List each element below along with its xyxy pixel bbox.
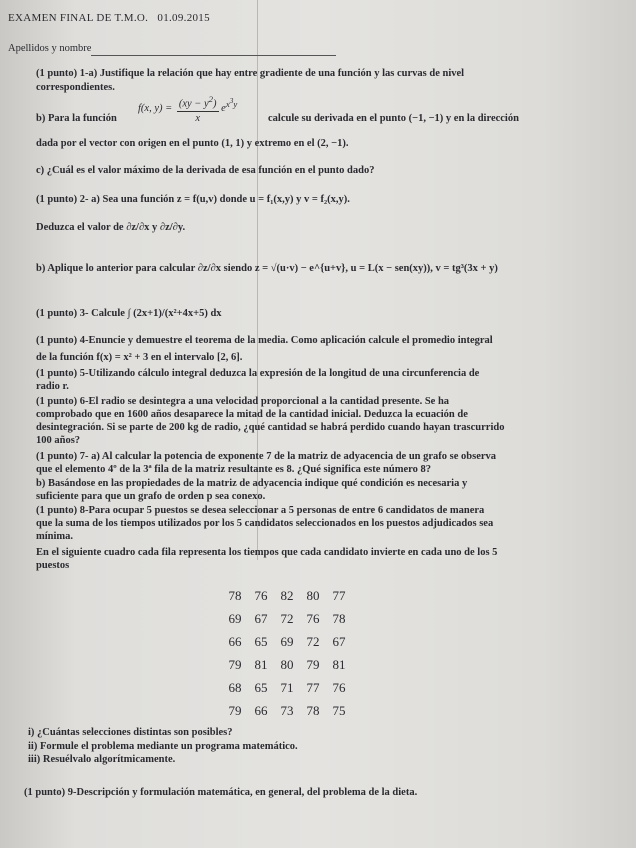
table-cell: 73 — [280, 702, 294, 718]
times-table — [222, 584, 352, 722]
table-cell: 77 — [332, 587, 346, 603]
table-cell: 66 — [254, 702, 268, 718]
q8-line3: mínima. — [36, 531, 74, 542]
q5-line2: radio r. — [36, 381, 69, 392]
q4-line1: (1 punto) 4-Enuncie y demuestre el teorema de la media. Como aplicación calcule el promedio integral — [36, 335, 493, 346]
table-cell: 82 — [280, 587, 294, 603]
table-cell: 79 — [228, 702, 242, 718]
table-row — [222, 676, 352, 699]
q7-line3: b) Basándose en las propiedades de la matriz de adyacencia indique qué condición es necesaria y — [36, 478, 468, 489]
q8-line5: puestos — [36, 560, 70, 571]
table-cell: 79 — [228, 656, 242, 672]
table-cell: 77 — [306, 679, 320, 695]
table-cell: 80 — [280, 656, 294, 672]
q4-line2: de la función f(x) = x² + 3 en el intervalo [2, 6]. — [36, 352, 243, 363]
q1a-line1: (1 punto) 1-a) Justifique la relación que hay entre gradiente de una función y las curvas de nivel — [36, 68, 465, 79]
table-cell: 66 — [228, 633, 242, 649]
q6-line2: comprobado que en 1600 años desaparece la mitad de la cantidad inicial. Deduzca la ecuación de — [36, 409, 468, 420]
table-cell: 65 — [254, 679, 268, 695]
q7-line1: (1 punto) 7- a) Al calcular la potencia de exponente 7 de la matriz de adyacencia de un grafo se observa — [36, 451, 497, 462]
table-cell: 79 — [306, 656, 320, 672]
q5-line1: (1 punto) 5-Utilizando cálculo integral deduzca la expresión de la longitud de una circunferencia de — [36, 368, 480, 379]
table-cell: 67 — [254, 610, 268, 626]
q8-iii: iii) Resuélvalo algorítmicamente. — [28, 754, 176, 765]
q8-line1: (1 punto) 8-Para ocupar 5 puestos se desea seleccionar a 5 personas de entre 6 candidatos de manera — [36, 505, 485, 516]
table-cell: 80 — [306, 587, 320, 603]
q1b-middle: calcule su derivada en el punto (−1, −1) y en la dirección — [268, 113, 519, 124]
q1b-prefix: b) Para la función — [36, 113, 117, 124]
table-cell: 69 — [280, 633, 294, 649]
table-cell: 69 — [228, 610, 242, 626]
table-row — [222, 653, 352, 676]
table-cell: 75 — [332, 702, 346, 718]
table-cell: 65 — [254, 633, 268, 649]
table-row — [222, 607, 352, 630]
table-cell: 81 — [254, 656, 268, 672]
q1b-line2: dada por el vector con origen en el punto (1, 1) y extremo en el (2, −1). — [36, 138, 349, 149]
table-row — [222, 630, 352, 653]
table-cell: 72 — [280, 610, 294, 626]
q6-line3: desintegración. Si se parte de 200 kg de radio, ¿qué cantidad se habrá perdido cuando hayan trascurrido — [36, 422, 505, 433]
table-cell: 72 — [306, 633, 320, 649]
exam-date: 01.09.2015 — [157, 12, 210, 24]
table-cell: 67 — [332, 633, 346, 649]
q7-line4: suficiente para que un grafo de orden p sea conexo. — [36, 491, 266, 502]
table-row — [222, 699, 352, 722]
q1c: c) ¿Cuál es el valor máximo de la derivada de esa función en el punto dado? — [36, 165, 375, 176]
name-label: Apellidos y nombre — [8, 43, 92, 54]
table-cell: 78 — [332, 610, 346, 626]
q6-line4: 100 años? — [36, 435, 81, 446]
q8-i: i) ¿Cuántas selecciones distintas son posibles? — [28, 727, 233, 738]
table-cell: 78 — [228, 587, 242, 603]
q2b: b) Aplique lo anterior para calcular ∂z/∂x siendo z = √(u·v) − e^{u+v}, u = L(x − sen(xy)), v = tg³(3x + y) — [36, 263, 498, 274]
table-cell: 78 — [306, 702, 320, 718]
table-row — [222, 584, 352, 607]
q2a-deduce: Deduzca el valor de ∂z/∂x y ∂z/∂y. — [36, 222, 186, 233]
q2a: (1 punto) 2- a) Sea una función z = f(u,v) donde u = f₁(x,y) y v = f₂(x,y). — [36, 194, 350, 205]
q7-line2: que el elemento 4º de la 3ª fila de la matriz resultante es 8. ¿Qué significa este número 8? — [36, 464, 431, 475]
table-cell: 81 — [332, 656, 346, 672]
table-cell: 76 — [332, 679, 346, 695]
table-cell: 68 — [228, 679, 242, 695]
table-cell: 76 — [254, 587, 268, 603]
q8-line4: En el siguiente cuadro cada fila representa los tiempos que cada candidato invierte en cada uno de los 5 — [36, 547, 498, 558]
q8-line2: que la suma de los tiempos utilizados por los 5 candidatos seleccionados en los puestos adjudicados sea — [36, 518, 494, 529]
name-line — [8, 42, 336, 56]
q3: (1 punto) 3- Calcule ∫ (2x+1)/(x²+4x+5) dx — [36, 308, 222, 319]
q1b-function: f(x, y) = $\frac{(xy - y^2)}{x}$ $e^{x^3y}$ — [138, 94, 238, 124]
paper-fold — [257, 0, 258, 560]
q6-line1: (1 punto) 6-El radio se desintegra a una velocidad proporcional a la cantidad presente. Se ha — [36, 396, 450, 407]
q8-ii: ii) Formule el problema mediante un programa matemático. — [28, 741, 298, 752]
table-cell: 76 — [306, 610, 320, 626]
name-field[interactable] — [91, 42, 336, 56]
exam-title-line — [8, 12, 210, 25]
table-cell: 71 — [280, 679, 294, 695]
q1a-line2: correspondientes. — [36, 82, 115, 93]
q9: (1 punto) 9-Descripción y formulación matemática, en general, del problema de la dieta. — [24, 787, 418, 798]
exam-title: EXAMEN FINAL DE T.M.O. — [8, 12, 149, 24]
